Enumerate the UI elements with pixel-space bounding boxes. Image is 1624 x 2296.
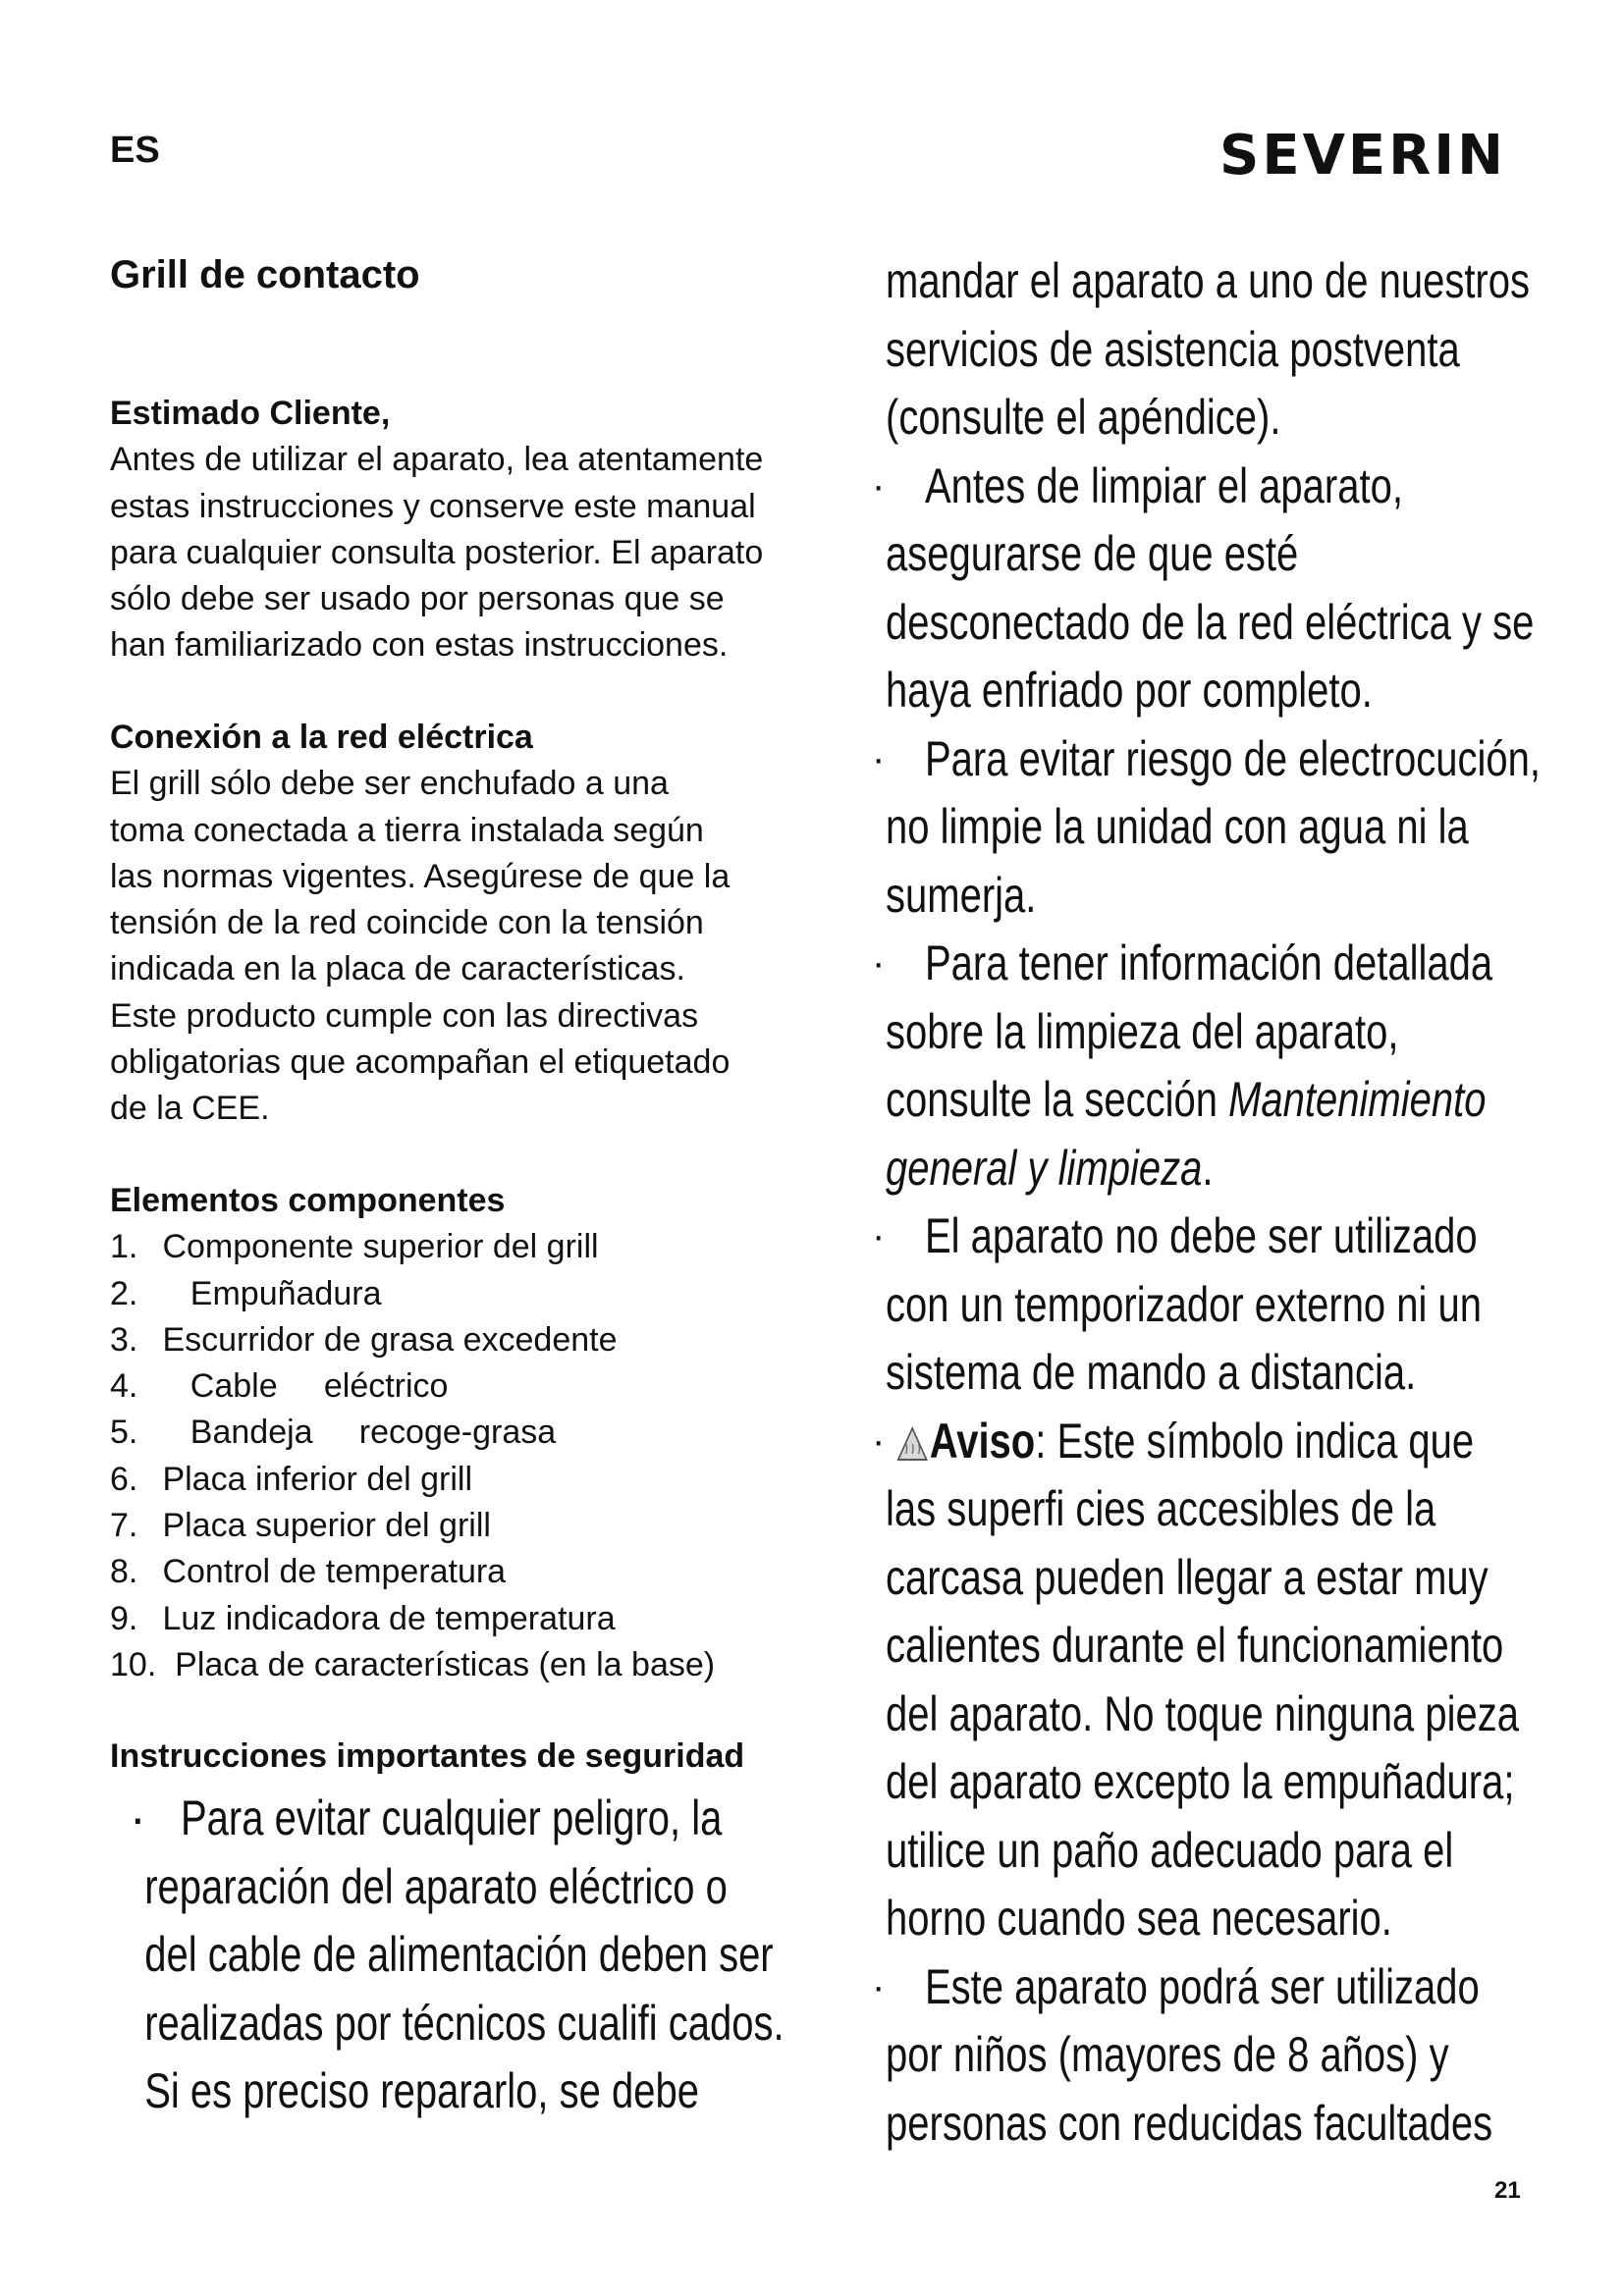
safety-line: del aparato. No toque ninguna pieza bbox=[886, 1685, 1519, 1741]
safety-line: Si es preciso repararlo, se debe bbox=[144, 2063, 699, 2118]
connection-line: El grill sólo debe ser enchufado a una bbox=[110, 765, 669, 803]
intro-line: han familiarizado con estas instrucciones. bbox=[110, 626, 729, 665]
page-title: Grill de contacto bbox=[110, 253, 420, 296]
safety-line bbox=[886, 1135, 1435, 1203]
list-item bbox=[110, 1549, 817, 1595]
connection-line: toma conectada a tierra instalada según bbox=[110, 811, 704, 849]
safety-left-column bbox=[110, 1785, 797, 2126]
safety-line: personas con reducidas facultades bbox=[886, 2095, 1493, 2151]
safety-line: utilice un paño adecuado para el bbox=[886, 1822, 1454, 1878]
bullet-icon: · bbox=[872, 1964, 886, 2008]
bullet-icon: · bbox=[872, 941, 886, 985]
connection-line: tensión de la red coincide con la tensión bbox=[110, 904, 704, 942]
safety-line bbox=[886, 1066, 1487, 1135]
safety-line: carcasa pueden llegar a estar muy bbox=[886, 1549, 1489, 1605]
connection-text bbox=[110, 761, 817, 1132]
intro-line: estas instrucciones y conserve este manual bbox=[110, 487, 756, 525]
list-item bbox=[110, 1596, 817, 1642]
intro-line: para cualquier consulta posterior. El aparato bbox=[110, 533, 764, 571]
safety-bullet-1 bbox=[110, 1785, 797, 1853]
item-text: Placa superior del grill bbox=[162, 1507, 491, 1545]
safety-bullet-6 bbox=[872, 1408, 1573, 1476]
safety-line: asegurarse de que esté bbox=[886, 526, 1299, 581]
item-text: Placa de características (en la base) bbox=[165, 1645, 716, 1683]
safety-line: El aparato no debe ser utilizado bbox=[925, 1208, 1478, 1263]
list-item bbox=[110, 1503, 817, 1549]
safety-bullet-7 bbox=[872, 1953, 1573, 2022]
safety-line: Para tener información detallada bbox=[925, 935, 1493, 990]
list-item bbox=[110, 1410, 817, 1456]
list-item bbox=[110, 1271, 817, 1317]
item-text: Escurridor de grasa excedente bbox=[162, 1320, 618, 1359]
safety-right-column bbox=[872, 247, 1573, 2158]
safety-heading: Instrucciones importantes de seguridad bbox=[110, 1737, 745, 1775]
text-span: : Este símbolo indica que bbox=[1035, 1413, 1475, 1468]
safety-bullet-3 bbox=[872, 725, 1573, 794]
item-number: 1. bbox=[110, 1228, 138, 1266]
text-span: . bbox=[1202, 1140, 1214, 1196]
safety-line: desconectado de la red eléctrica y se bbox=[886, 594, 1535, 650]
intro-section bbox=[110, 391, 817, 669]
brand-logo: SEVERIN bbox=[1219, 124, 1507, 187]
italic-text: general y limpieza bbox=[886, 1140, 1203, 1196]
connection-line: de la CEE. bbox=[110, 1090, 270, 1128]
item-number: 9. bbox=[110, 1599, 138, 1637]
safety-line bbox=[886, 1408, 1475, 1476]
bullet-icon: · bbox=[872, 1214, 886, 1257]
safety-line: del aparato excepto la empuñadura; bbox=[886, 1754, 1515, 1809]
safety-line: con un temporizador externo ni un bbox=[886, 1276, 1483, 1332]
safety-bullet-2 bbox=[872, 453, 1573, 521]
safety-line: realizadas por técnicos cualifi cados. bbox=[144, 1995, 785, 2051]
safety-bullet-5 bbox=[872, 1202, 1573, 1271]
list-item bbox=[110, 1317, 817, 1363]
item-number: 3. bbox=[110, 1320, 138, 1359]
list-item bbox=[110, 1642, 817, 1688]
safety-line: Para evitar riesgo de electrocución, bbox=[925, 730, 1541, 786]
safety-line: reparación del aparato eléctrico o bbox=[144, 1858, 728, 1914]
bullet-icon: · bbox=[130, 1790, 146, 1845]
safety-bullet-4 bbox=[872, 930, 1573, 998]
safety-line: Antes de limpiar el aparato, bbox=[925, 457, 1403, 513]
item-text: Componente superior del grill bbox=[162, 1228, 599, 1266]
intro-line: Antes de utilizar el aparato, lea atentamente bbox=[110, 441, 764, 479]
safety-line: servicios de asistencia postventa bbox=[886, 321, 1460, 377]
item-number: 4. bbox=[110, 1367, 138, 1406]
connection-line: indicada en la placa de características. bbox=[110, 950, 685, 988]
list-item bbox=[110, 1224, 817, 1270]
italic-text: Mantenimiento bbox=[1228, 1072, 1487, 1127]
item-text: Control de temperatura bbox=[162, 1553, 507, 1591]
item-number: 5. bbox=[110, 1414, 138, 1452]
bullet-icon: · bbox=[872, 1418, 886, 1463]
item-text: Empuñadura bbox=[162, 1274, 382, 1312]
page-number: 21 bbox=[1494, 2177, 1521, 2204]
safety-line: Para evitar cualquier peligro, la bbox=[181, 1790, 723, 1845]
item-text: Bandeja recoge-grasa bbox=[162, 1414, 557, 1452]
components-list bbox=[110, 1224, 817, 1688]
item-number: 10. bbox=[110, 1645, 157, 1683]
item-number: 2. bbox=[110, 1274, 138, 1312]
safety-line: (consulte el apéndice). bbox=[886, 390, 1281, 445]
safety-line: del cable de alimentación deben ser bbox=[144, 1927, 774, 1982]
intro-text bbox=[110, 437, 817, 668]
safety-line: mandar el aparato a uno de nuestros bbox=[886, 253, 1530, 308]
item-text: Luz indicadora de temperatura bbox=[162, 1599, 616, 1637]
bullet-icon: · bbox=[872, 736, 886, 780]
connection-section bbox=[110, 715, 817, 1133]
item-text: Cable eléctrico bbox=[162, 1367, 449, 1406]
safety-line: sistema de mando a distancia. bbox=[886, 1345, 1417, 1400]
connection-heading: Conexión a la red eléctrica bbox=[110, 719, 533, 756]
safety-line: horno cuando sea necesario. bbox=[886, 1891, 1392, 1946]
warning-label: Aviso bbox=[929, 1413, 1036, 1468]
safety-line: Este aparato podrá ser utilizado bbox=[925, 1958, 1480, 2014]
intro-line: sólo debe ser usado por personas que se bbox=[110, 580, 725, 618]
safety-line: las superfi cies accesibles de la bbox=[886, 1481, 1436, 1536]
components-heading: Elementos componentes bbox=[110, 1182, 506, 1219]
connection-line: Este producto cumple con las directivas bbox=[110, 996, 699, 1035]
language-code: ES bbox=[110, 130, 160, 171]
components-section bbox=[110, 1178, 817, 1688]
list-item bbox=[110, 1457, 817, 1503]
item-text: Placa inferior del grill bbox=[162, 1460, 473, 1498]
list-item bbox=[110, 1363, 817, 1410]
text-span: consulte la sección bbox=[886, 1072, 1229, 1127]
safety-line: sumerja. bbox=[886, 867, 1037, 923]
item-number: 6. bbox=[110, 1460, 138, 1498]
safety-line: haya enfriado por completo. bbox=[886, 663, 1373, 718]
item-number: 7. bbox=[110, 1507, 138, 1545]
safety-line: calientes durante el funcionamiento bbox=[886, 1618, 1504, 1673]
intro-heading: Estimado Cliente, bbox=[110, 395, 391, 432]
item-number: 8. bbox=[110, 1553, 138, 1591]
connection-line: obligatorias que acompañan el etiquetado bbox=[110, 1043, 731, 1082]
connection-line: las normas vigentes. Asegúrese de que la bbox=[110, 857, 731, 895]
safety-line: por niños (mayores de 8 años) y bbox=[886, 2027, 1449, 2082]
safety-line: sobre la limpieza del aparato, bbox=[886, 1003, 1399, 1059]
bullet-icon: · bbox=[872, 463, 886, 507]
warning-hot-surface-icon bbox=[896, 1426, 928, 1462]
safety-line: no limpie la unidad con agua ni la bbox=[886, 799, 1469, 854]
